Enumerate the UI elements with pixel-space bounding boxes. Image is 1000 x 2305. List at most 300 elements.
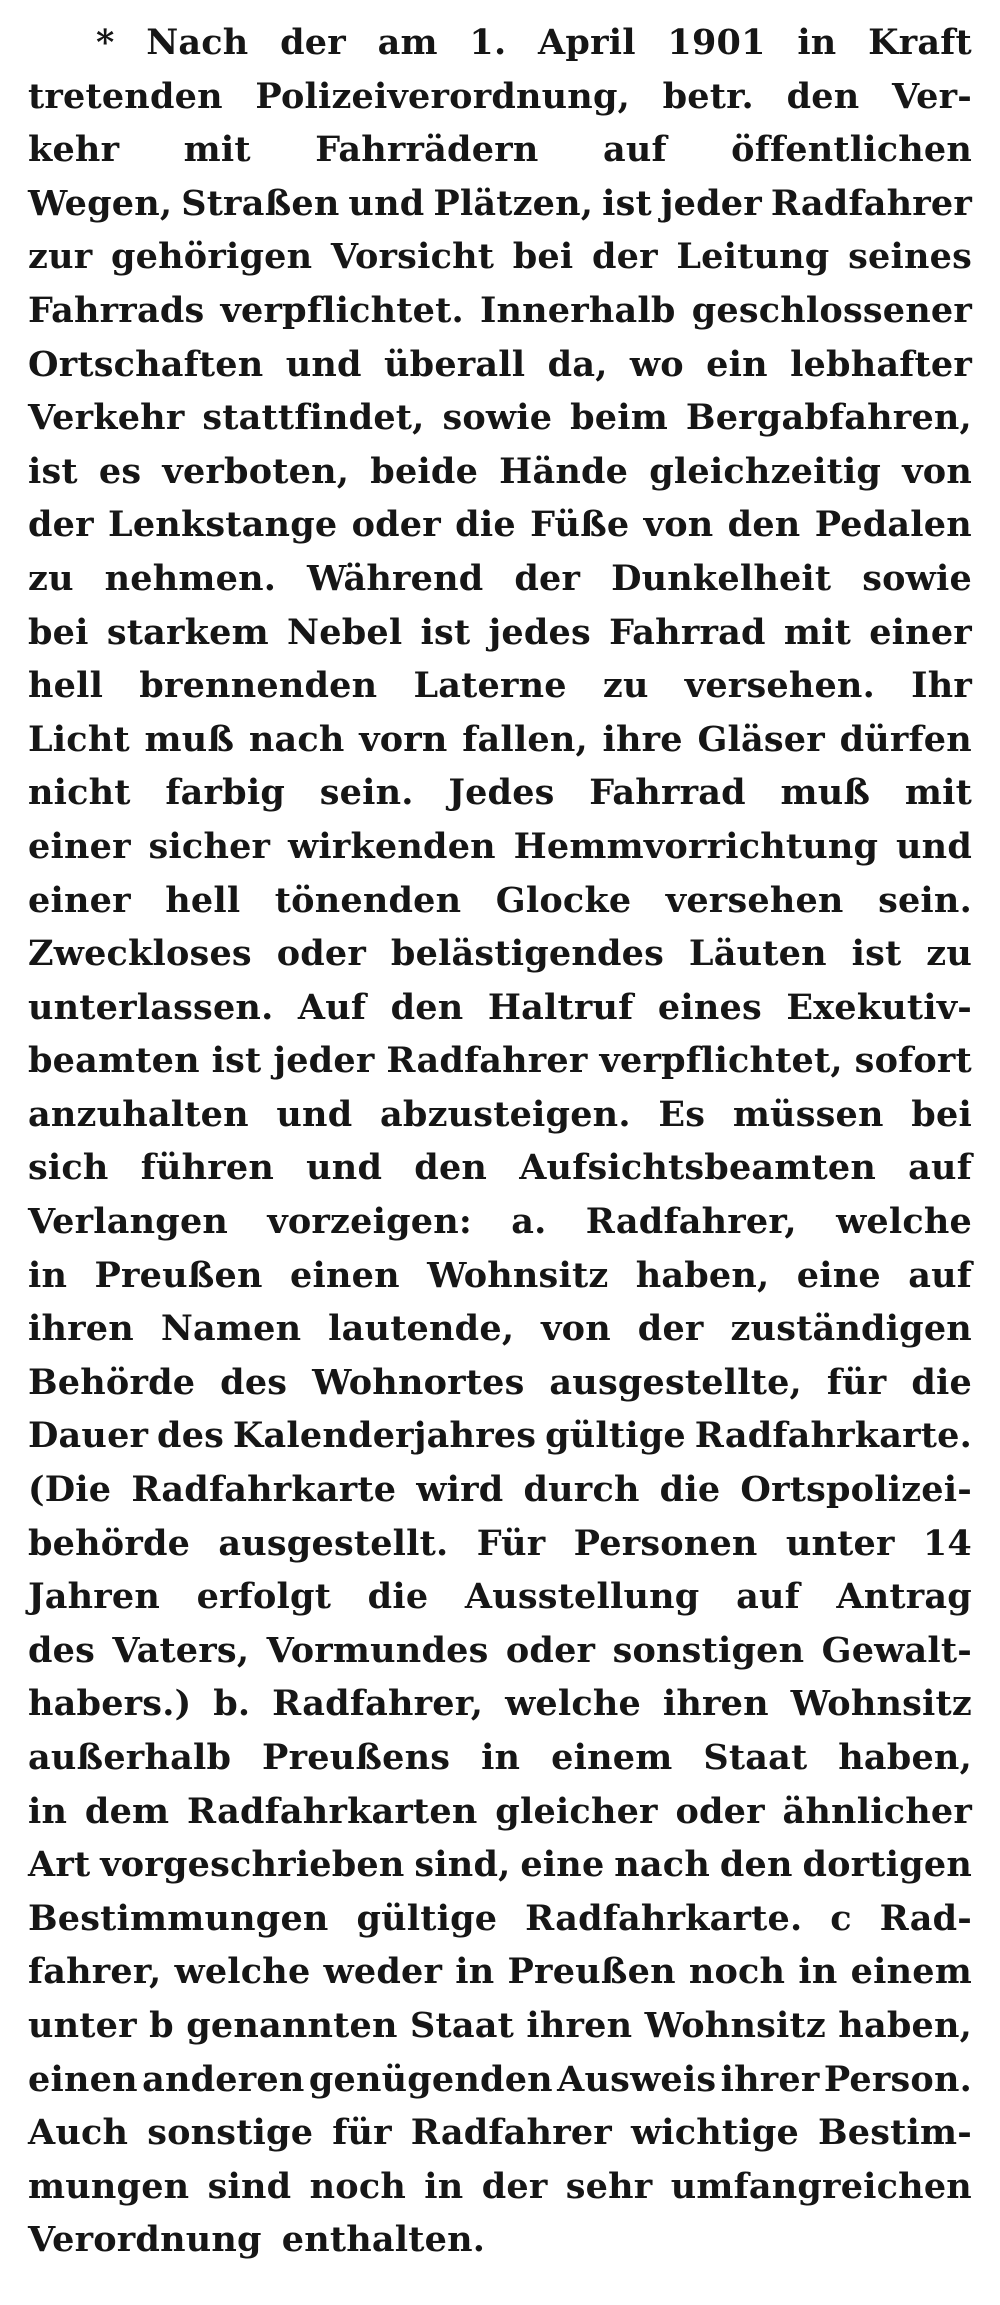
text-line xyxy=(28,927,972,981)
word: den xyxy=(786,75,860,117)
word: hell xyxy=(165,879,241,921)
word: vorgeschrieben xyxy=(100,1844,405,1886)
word: noch xyxy=(309,2165,406,2207)
word: Vaters, xyxy=(112,1629,250,1671)
text-line xyxy=(28,1088,972,1142)
word: Fahrrad xyxy=(589,772,746,814)
word: belästigendes xyxy=(390,933,665,975)
word: betr. xyxy=(662,75,754,117)
word: des xyxy=(157,1415,225,1457)
word: wichtige xyxy=(630,2112,799,2154)
word: bei xyxy=(911,1093,972,1135)
word: b. xyxy=(213,1683,251,1725)
word: durch xyxy=(523,1469,640,1511)
word: Wegen, xyxy=(28,182,173,224)
word: muß xyxy=(144,718,235,760)
word: da, xyxy=(547,343,608,385)
word: Radfahrer xyxy=(386,1040,588,1082)
word: Ausweis xyxy=(557,2058,717,2100)
word: geschlossener xyxy=(691,289,972,331)
word: sofort xyxy=(854,1040,972,1082)
word: der xyxy=(481,2165,548,2207)
word: April xyxy=(538,22,636,63)
word: 1901 xyxy=(667,22,766,63)
word: nach xyxy=(248,718,345,760)
text-line xyxy=(28,70,972,124)
word: für xyxy=(332,2112,392,2154)
word: auf xyxy=(908,1147,972,1189)
word: der xyxy=(591,236,658,278)
word: des xyxy=(220,1361,288,1403)
word: einen xyxy=(28,2058,138,2100)
word: Licht xyxy=(28,718,130,760)
word: c xyxy=(830,1897,852,1939)
word: für xyxy=(826,1361,887,1403)
text-line xyxy=(28,820,972,874)
word: Während xyxy=(307,557,484,599)
word: zuständigen xyxy=(730,1308,972,1350)
word: den xyxy=(390,986,464,1028)
word: Jedes xyxy=(448,772,555,814)
word: sein. xyxy=(878,879,972,921)
word: Hemmvorrichtung xyxy=(513,825,879,867)
word: jedes xyxy=(488,611,591,653)
word: ihre xyxy=(602,718,683,760)
word: welche xyxy=(174,1951,311,1993)
word: Wohnortes xyxy=(312,1361,525,1403)
word: sonstige xyxy=(147,2112,314,2154)
text-line xyxy=(28,1999,972,2053)
text-line xyxy=(28,177,972,231)
word: Wohnsitz xyxy=(427,1254,609,1296)
word: in xyxy=(28,1790,68,1832)
word: in xyxy=(424,2165,464,2207)
word: gültige xyxy=(356,1897,498,1939)
word: jeder xyxy=(660,182,762,224)
word: 14 xyxy=(922,1522,972,1564)
word: Ver- xyxy=(891,75,972,117)
word: auf xyxy=(736,1576,800,1618)
word: lautende, xyxy=(328,1308,515,1350)
word: mungen xyxy=(28,2165,190,2207)
word: von xyxy=(643,504,714,546)
text-line xyxy=(28,1249,972,1303)
word: sind xyxy=(207,2165,292,2207)
word: einen xyxy=(290,1254,400,1296)
word: muß xyxy=(780,772,871,814)
word: öffentlichen xyxy=(731,129,972,171)
word: sind, xyxy=(414,1844,511,1886)
text-line xyxy=(28,1034,972,1088)
word: sich xyxy=(28,1147,109,1189)
word: abzusteigen. xyxy=(380,1093,631,1135)
word: tretenden xyxy=(28,75,223,117)
word: führen xyxy=(140,1147,275,1189)
word: Auf xyxy=(297,986,367,1028)
word: sein. xyxy=(319,772,414,814)
word: gehörigen xyxy=(110,236,313,278)
word: habers.) xyxy=(28,1683,192,1725)
word: b xyxy=(149,2004,174,2046)
word: oder xyxy=(505,1629,596,1671)
word: der xyxy=(28,504,94,546)
word: Hände xyxy=(499,450,629,492)
word: ist xyxy=(211,1040,262,1082)
word: Bestimmungen xyxy=(28,1897,329,1939)
word: der xyxy=(637,1308,704,1350)
text-line xyxy=(28,123,972,177)
word: Für xyxy=(476,1522,546,1564)
text-line xyxy=(28,552,972,606)
word: einer xyxy=(28,825,131,867)
word: Laterne xyxy=(413,665,567,707)
word: am xyxy=(377,22,438,63)
word: genügenden xyxy=(308,2058,553,2100)
text-line xyxy=(28,659,972,713)
word: von xyxy=(902,450,972,492)
text-line xyxy=(28,338,972,392)
word: haben, xyxy=(838,2004,972,2046)
word: weder xyxy=(323,1951,443,1993)
word: und xyxy=(348,182,425,224)
word: Staat xyxy=(703,1737,808,1778)
text-line xyxy=(28,1785,972,1839)
word: Glocke xyxy=(495,879,632,921)
word: Wohnsitz xyxy=(790,1683,972,1725)
word: oder xyxy=(351,504,441,546)
word: Verkehr xyxy=(28,397,185,439)
word: Personen xyxy=(573,1522,758,1564)
word: vorzeigen: xyxy=(267,1201,472,1243)
text-line xyxy=(28,1838,972,1892)
word: Art xyxy=(28,1844,91,1886)
text-line xyxy=(28,981,972,1035)
word: sonstigen xyxy=(612,1629,805,1671)
word: in xyxy=(798,1951,838,1993)
word: überall xyxy=(384,343,526,385)
word: auf xyxy=(908,1254,972,1296)
word: dem xyxy=(84,1790,170,1832)
word: beamten xyxy=(28,1040,200,1082)
word: jeder xyxy=(273,1040,375,1082)
word: Haltruf xyxy=(487,986,634,1028)
word: verpflichtet. xyxy=(220,289,464,331)
word: starkem xyxy=(106,611,269,653)
word: 1. xyxy=(469,22,507,63)
word: * xyxy=(96,22,115,63)
word: versehen xyxy=(665,879,844,921)
word: seines xyxy=(848,236,972,278)
word: dürfen xyxy=(839,718,972,760)
word: ausgestellt. xyxy=(218,1522,449,1564)
text-line xyxy=(28,498,972,552)
word: Plätzen, xyxy=(433,182,594,224)
word: haben, xyxy=(838,1737,972,1778)
text-line xyxy=(28,1945,972,1999)
word: in xyxy=(28,1254,68,1296)
word: mit xyxy=(904,772,972,814)
word: Aufsichtsbeamten xyxy=(519,1147,877,1189)
word: die xyxy=(455,504,516,546)
word: verpflichtet, xyxy=(599,1040,843,1082)
text-line xyxy=(28,1356,972,1410)
word: wo xyxy=(629,343,684,385)
word: Radfahrkarte xyxy=(131,1469,397,1511)
word: Ausstellung xyxy=(464,1576,700,1618)
word: Bestim- xyxy=(817,2112,972,2154)
text-line xyxy=(28,1892,972,1946)
word: Bergabfahren, xyxy=(685,397,972,439)
word: beim xyxy=(570,397,668,439)
text-line xyxy=(28,606,972,660)
word: Person. xyxy=(823,2058,972,2100)
word: in xyxy=(481,1737,521,1778)
word: gleicher xyxy=(495,1790,658,1832)
word: fallen, xyxy=(462,718,588,760)
word: sowie xyxy=(862,557,972,599)
word: und xyxy=(306,1147,383,1189)
word: nehmen. xyxy=(104,557,277,599)
word: Dunkelheit xyxy=(611,557,832,599)
word: Verordnung xyxy=(28,2219,262,2261)
word: enthalten. xyxy=(281,2219,486,2261)
word: anderen xyxy=(142,2058,305,2100)
word: zu xyxy=(28,557,74,599)
word: die xyxy=(659,1469,721,1511)
word: Radfahrer xyxy=(770,182,972,224)
word: Gewalt- xyxy=(821,1629,972,1671)
word: gültige xyxy=(545,1415,686,1457)
word: Pedalen xyxy=(814,504,972,546)
word: Wohnsitz xyxy=(644,2004,826,2046)
text-line xyxy=(28,1409,972,1463)
word: fahrer, xyxy=(28,1951,162,1993)
word: und xyxy=(276,1093,353,1135)
word: Ortschaften xyxy=(28,343,264,385)
word: einem xyxy=(850,1951,972,1993)
word: Vorsicht xyxy=(330,236,495,278)
word: Radfahrkarte. xyxy=(525,1897,803,1939)
article-text xyxy=(28,16,972,2267)
word: unter xyxy=(28,2004,137,2046)
word: hell xyxy=(28,665,104,707)
text-line xyxy=(28,1570,972,1624)
word: eine xyxy=(796,1254,881,1296)
word: Namen xyxy=(160,1308,302,1350)
word: oder xyxy=(276,933,367,975)
word: den xyxy=(414,1147,488,1189)
word: a. xyxy=(511,1201,547,1243)
word: behörde xyxy=(28,1522,191,1564)
text-line xyxy=(28,445,972,499)
text-line xyxy=(28,1517,972,1571)
word: ist xyxy=(851,933,902,975)
word: sicher xyxy=(148,825,271,867)
word: und xyxy=(285,343,362,385)
word: Radfahrkarten xyxy=(187,1790,478,1832)
word: mit xyxy=(783,611,851,653)
word: Ortspolizei- xyxy=(740,1469,972,1511)
word: brennenden xyxy=(139,665,378,707)
text-line xyxy=(28,16,972,70)
word: lebhafter xyxy=(790,343,972,385)
word: ihren xyxy=(28,1308,134,1350)
word: eines xyxy=(657,986,762,1028)
word: des xyxy=(28,1629,96,1671)
word: müssen xyxy=(732,1093,884,1135)
word: einer xyxy=(28,879,131,921)
word: umfangreichen xyxy=(670,2165,972,2207)
word: auf xyxy=(602,129,667,171)
word: stattfindet, xyxy=(202,397,425,439)
text-line xyxy=(28,766,972,820)
text-line xyxy=(28,874,972,928)
word: ihrer xyxy=(720,2058,820,2100)
word: Nach xyxy=(146,22,249,63)
text-line xyxy=(28,2053,972,2107)
word: ihren xyxy=(662,1683,769,1725)
word: der xyxy=(280,22,346,63)
word: vorn xyxy=(359,718,448,760)
word: beide xyxy=(370,450,479,492)
word: in xyxy=(455,1951,495,1993)
word: (Die xyxy=(28,1469,112,1511)
word: die xyxy=(367,1576,429,1618)
word: anzuhalten xyxy=(28,1093,249,1135)
word: Verlangen xyxy=(28,1201,229,1243)
word: Preußen xyxy=(507,1951,676,1993)
word: Zweckloses xyxy=(28,933,252,975)
text-line xyxy=(28,1141,972,1195)
text-line xyxy=(28,2106,972,2160)
word: Radfahrer, xyxy=(272,1683,484,1725)
word: den xyxy=(727,504,801,546)
word: Kraft xyxy=(868,22,972,63)
word: sowie xyxy=(442,397,553,439)
word: Kalenderjahres xyxy=(232,1415,537,1457)
word: gleichzeitig xyxy=(649,450,882,492)
word: Straßen xyxy=(181,182,340,224)
word: haben, xyxy=(635,1254,770,1296)
word: Exekutiv- xyxy=(786,986,972,1028)
word: wird xyxy=(416,1469,504,1511)
word: Polizeiverordnung, xyxy=(255,75,631,117)
word: eine xyxy=(520,1844,605,1886)
text-line xyxy=(28,2213,972,2267)
word: zur xyxy=(28,236,93,278)
word: ist xyxy=(602,182,652,224)
word: Lenkstange xyxy=(108,504,338,546)
word: Radfahrkarte. xyxy=(694,1415,972,1457)
word: farbig xyxy=(165,772,285,814)
word: Preußens xyxy=(262,1737,451,1778)
word: Gläser xyxy=(697,718,825,760)
word: kehr xyxy=(28,129,120,171)
word: ähnlicher xyxy=(782,1790,972,1832)
word: zu xyxy=(926,933,972,975)
word: verboten, xyxy=(162,450,350,492)
word: unterlassen. xyxy=(28,986,274,1028)
word: nicht xyxy=(28,772,131,814)
word: ist xyxy=(420,611,471,653)
word: einer xyxy=(869,611,972,653)
word: ausgestellte, xyxy=(549,1361,802,1403)
text-line xyxy=(28,1195,972,1249)
word: versehen. xyxy=(684,665,875,707)
word: erfolgt xyxy=(196,1576,332,1618)
text-line xyxy=(28,2160,972,2214)
word: Radfahrer xyxy=(410,2112,612,2154)
word: ihren xyxy=(526,2004,633,2046)
word: in xyxy=(797,22,837,63)
word: Innerhalb xyxy=(479,289,676,331)
text-line xyxy=(28,1677,972,1731)
word: bei xyxy=(28,611,89,653)
text-line xyxy=(28,391,972,445)
word: Fahrrads xyxy=(28,289,205,331)
text-line xyxy=(28,284,972,338)
word: den xyxy=(719,1844,793,1886)
word: bei xyxy=(512,236,574,278)
word: welche xyxy=(836,1201,972,1243)
word: Läuten xyxy=(688,933,827,975)
word: ist xyxy=(28,450,78,492)
word: Rad- xyxy=(879,1897,972,1939)
word: Jahren xyxy=(28,1576,161,1618)
word: mit xyxy=(183,129,251,171)
word: außerhalb xyxy=(28,1737,232,1778)
word: zu xyxy=(602,665,649,707)
text-line xyxy=(28,230,972,284)
word: und xyxy=(896,825,972,867)
word: es xyxy=(98,450,142,492)
word: nach xyxy=(614,1844,710,1886)
text-line xyxy=(28,1463,972,1517)
word: Ihr xyxy=(911,665,972,707)
word: Dauer xyxy=(28,1415,149,1457)
word: sehr xyxy=(565,2165,653,2207)
word: Füße xyxy=(530,504,630,546)
word: wirkenden xyxy=(288,825,496,867)
word: Leitung xyxy=(676,236,830,278)
word: Es xyxy=(658,1093,706,1135)
word: Preußen xyxy=(94,1254,263,1296)
word: dortigen xyxy=(802,1844,972,1886)
word: Antrag xyxy=(836,1576,972,1618)
text-line xyxy=(28,1731,972,1785)
word: Fahrrad xyxy=(609,611,766,653)
word: Nebel xyxy=(287,611,403,653)
word: Behörde xyxy=(28,1361,196,1403)
word: die xyxy=(911,1361,972,1403)
text-line xyxy=(28,1302,972,1356)
text-line xyxy=(28,1624,972,1678)
word: von xyxy=(541,1308,611,1350)
word: genannten xyxy=(186,2004,398,2046)
word: tönenden xyxy=(274,879,462,921)
word: einem xyxy=(551,1737,673,1778)
word: ein xyxy=(706,343,768,385)
word: Fahrrädern xyxy=(315,129,539,171)
word: Radfahrer, xyxy=(585,1201,797,1243)
word: unter xyxy=(785,1522,895,1564)
text-line xyxy=(28,713,972,767)
word: der xyxy=(514,557,581,599)
word: Vormundes xyxy=(266,1629,489,1671)
word: welche xyxy=(505,1683,641,1725)
word: oder xyxy=(675,1790,765,1832)
word: Auch xyxy=(28,2112,129,2154)
